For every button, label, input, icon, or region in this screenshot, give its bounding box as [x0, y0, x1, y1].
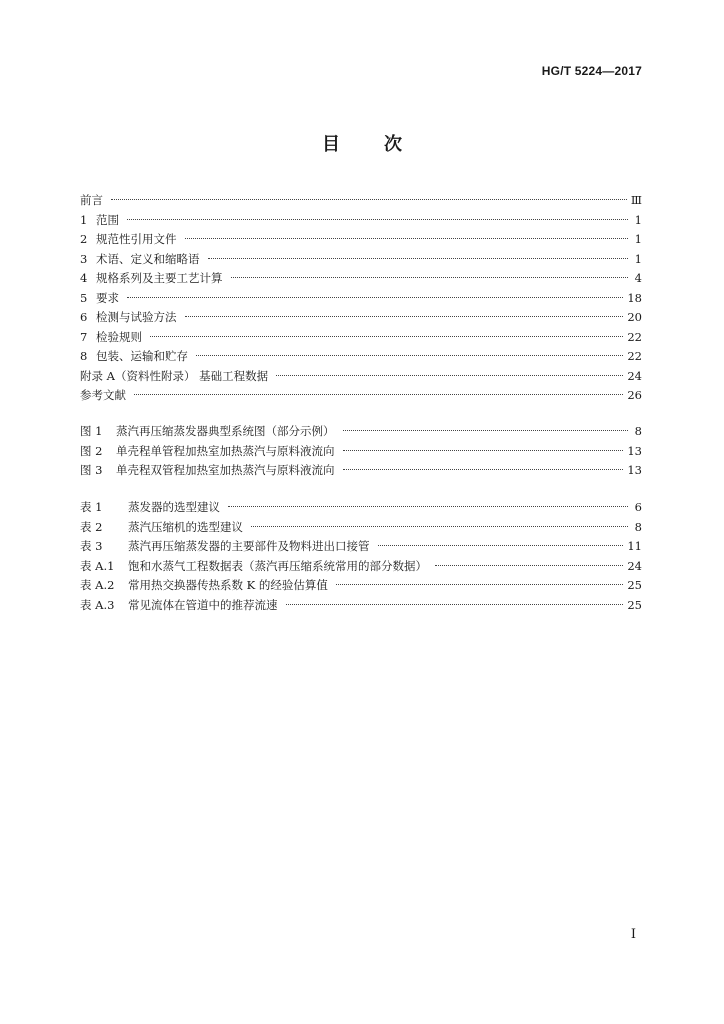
toc-num: 5 [80, 290, 88, 305]
toc-label: 要求 [96, 290, 119, 305]
toc-page: 1 [634, 232, 642, 246]
toc-tables [80, 498, 642, 615]
toc-chapters [80, 191, 642, 406]
title-char-1: 目 [322, 134, 340, 155]
toc-row[interactable] [80, 328, 642, 348]
toc-row[interactable] [80, 367, 642, 387]
table-row[interactable] [80, 557, 642, 577]
title-char-2: 次 [384, 134, 402, 155]
toc-label: 规范性引用文件 [96, 232, 177, 246]
leader-dots [208, 258, 629, 259]
table-row[interactable] [80, 576, 642, 596]
toc-label: 术语、定义和缩略语 [96, 251, 200, 266]
table-num: 表 A.2 [80, 578, 115, 592]
leader-dots [111, 199, 627, 200]
toc-page: 1 [634, 251, 642, 266]
toc-label: 参考文献 [80, 388, 126, 402]
toc-label: 前言 [80, 193, 103, 207]
leader-dots [343, 430, 629, 431]
table-num: 表 1 [80, 500, 103, 514]
table-page: 24 [627, 558, 642, 573]
toc-row[interactable] [80, 308, 642, 328]
table-row[interactable] [80, 596, 642, 616]
toc-num: 2 [80, 232, 88, 246]
toc-num: 4 [80, 271, 88, 285]
leader-dots [286, 604, 624, 605]
table-label: 饱和水蒸气工程数据表（蒸汽再压缩系统常用的部分数据） [128, 558, 427, 573]
leader-dots [185, 238, 629, 239]
leader-dots [378, 545, 624, 546]
table-num: 表 A.1 [80, 558, 115, 573]
figure-num: 图 1 [80, 424, 103, 438]
toc-num: 3 [80, 251, 88, 266]
figure-row[interactable] [80, 461, 642, 481]
toc-num: 7 [80, 329, 88, 344]
figure-row[interactable] [80, 422, 642, 442]
toc-page: 4 [634, 271, 642, 285]
toc-row[interactable] [80, 250, 642, 270]
toc-row[interactable] [80, 230, 642, 250]
toc-label: 范围 [96, 212, 119, 227]
toc-label: 检测与试验方法 [96, 310, 177, 324]
leader-dots [231, 277, 629, 278]
toc-label: 附录 A（资料性附录） 基础工程数据 [80, 368, 269, 383]
table-row[interactable] [80, 518, 642, 538]
table-page: 6 [634, 500, 642, 514]
table-page: 25 [627, 578, 642, 592]
leader-dots [228, 506, 628, 507]
leader-dots [127, 219, 628, 220]
figure-label: 蒸汽再压缩蒸发器典型系统图（部分示例） [116, 424, 335, 438]
leader-dots [150, 336, 623, 337]
leader-dots [276, 375, 623, 376]
table-label: 常见流体在管道中的推荐流速 [128, 597, 278, 612]
figure-label: 单壳程单管程加热室加热蒸汽与原料液流向 [116, 443, 335, 458]
toc-page: 22 [627, 349, 642, 363]
toc-page: 26 [627, 388, 642, 402]
leader-dots [185, 316, 624, 317]
figure-label: 单壳程双管程加热室加热蒸汽与原料液流向 [116, 463, 335, 477]
toc-label: 规格系列及主要工艺计算 [96, 271, 223, 285]
page-title [0, 130, 724, 156]
table-page: 8 [634, 519, 642, 534]
toc-row[interactable] [80, 269, 642, 289]
leader-dots [127, 297, 623, 298]
toc-label: 检验规则 [96, 329, 142, 344]
leader-dots [134, 394, 623, 395]
figure-page: 8 [634, 424, 642, 438]
toc-row[interactable] [80, 347, 642, 367]
toc-row[interactable] [80, 211, 642, 231]
leader-dots [343, 469, 624, 470]
page-number: Ⅰ [630, 927, 636, 942]
table-num: 表 A.3 [80, 597, 115, 612]
figure-num: 图 3 [80, 463, 103, 477]
toc-page: 22 [627, 329, 642, 344]
toc-page: 20 [627, 310, 642, 324]
toc-row[interactable] [80, 191, 642, 211]
toc-page: 24 [627, 368, 642, 383]
figure-num: 图 2 [80, 443, 103, 458]
figure-page: 13 [627, 443, 642, 458]
figure-row[interactable] [80, 442, 642, 462]
table-num: 表 2 [80, 519, 103, 534]
leader-dots [336, 584, 623, 585]
standard-code: HG/T 5224—2017 [541, 64, 642, 78]
toc-num: 1 [80, 212, 88, 227]
toc-figures [80, 422, 642, 481]
table-label: 蒸发器的选型建议 [128, 500, 220, 514]
figure-page: 13 [627, 463, 642, 477]
toc-page: 18 [627, 290, 642, 305]
table-page: 11 [627, 539, 642, 553]
toc-label: 包装、运输和贮存 [96, 349, 188, 363]
table-label: 蒸汽再压缩蒸发器的主要部件及物料进出口接管 [128, 539, 370, 553]
table-page: 25 [627, 597, 642, 612]
leader-dots [343, 450, 624, 451]
table-num: 表 3 [80, 539, 103, 553]
toc-page: 1 [634, 212, 642, 227]
leader-dots [435, 565, 623, 566]
leader-dots [251, 526, 628, 527]
toc-row[interactable] [80, 289, 642, 309]
table-label: 常用热交换器传热系数 K 的经验估算值 [128, 578, 328, 592]
toc-num: 8 [80, 349, 88, 363]
table-row[interactable] [80, 537, 642, 557]
leader-dots [196, 355, 623, 356]
toc-page: Ⅲ [630, 193, 642, 207]
table-label: 蒸汽压缩机的选型建议 [128, 519, 243, 534]
toc-row[interactable] [80, 386, 642, 406]
table-row[interactable] [80, 498, 642, 518]
toc-num: 6 [80, 310, 88, 324]
